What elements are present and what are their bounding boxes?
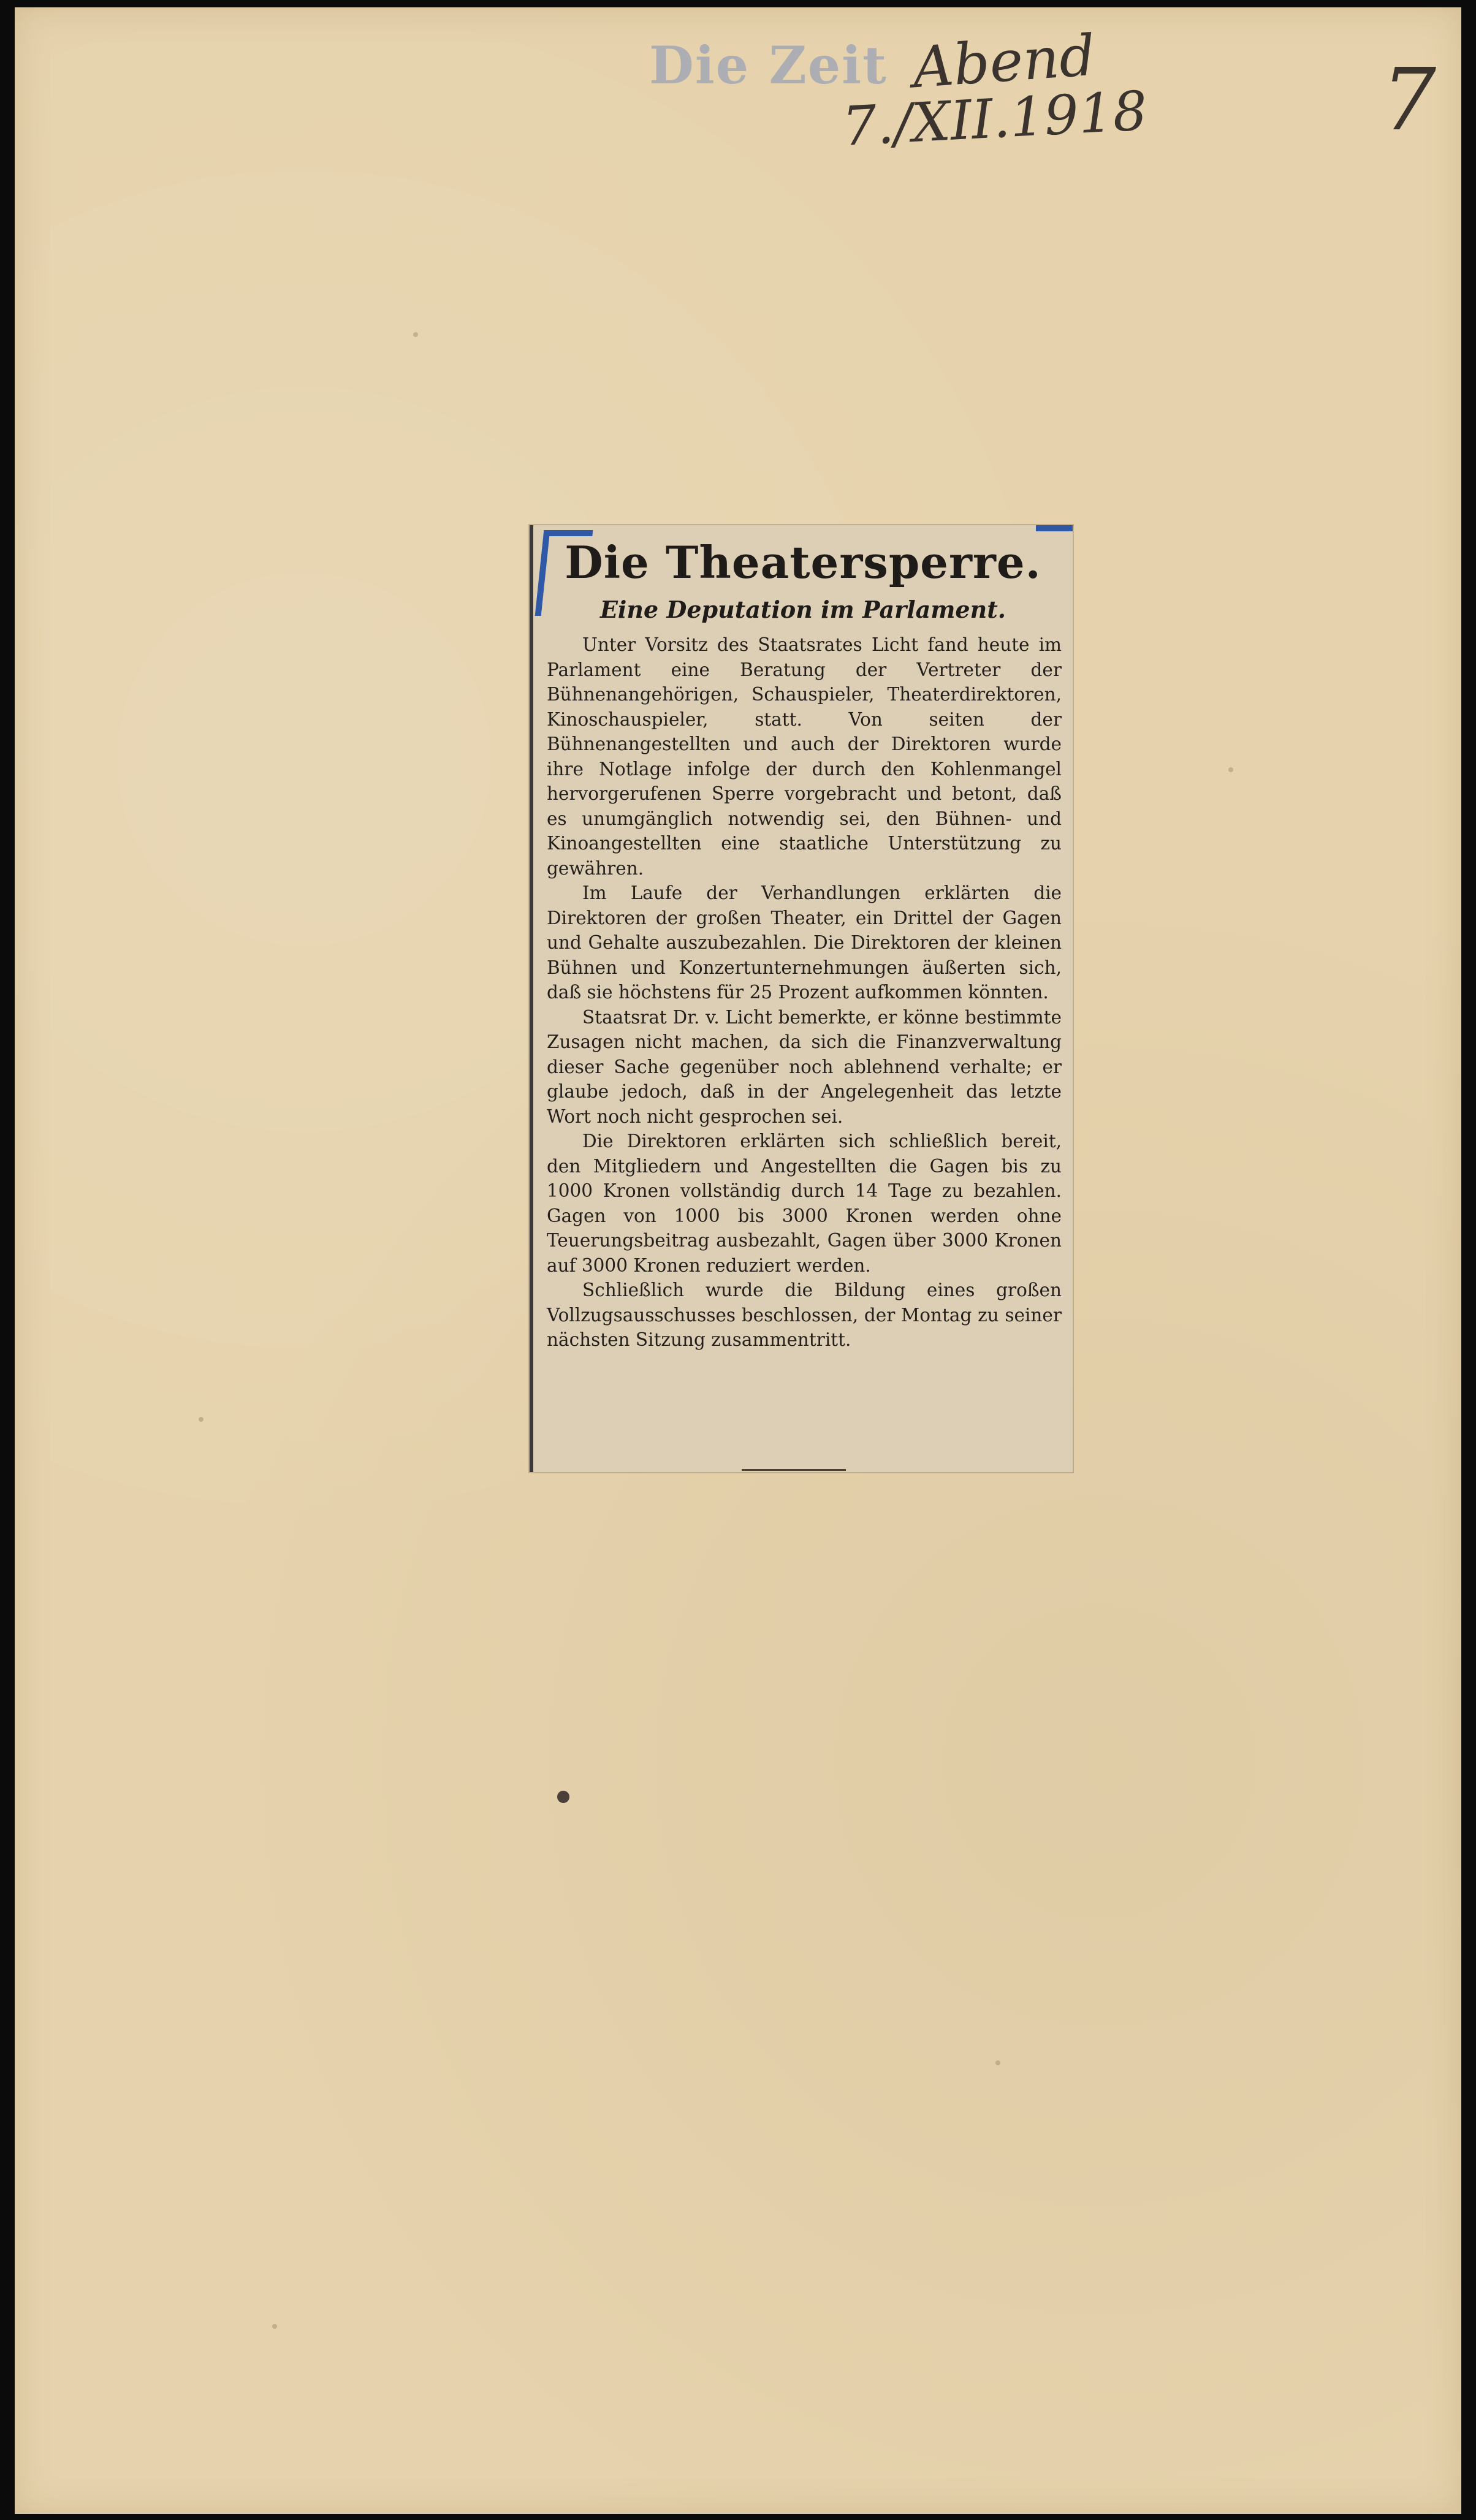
paper-speck <box>199 1417 204 1422</box>
blue-corner-mark <box>1036 525 1073 531</box>
paper-speck <box>272 2324 277 2329</box>
newspaper-stamp: Die Zeit <box>649 35 888 96</box>
article-headline: Die Theatersperre. <box>565 536 1041 588</box>
page-number: 7 <box>1382 50 1437 150</box>
handwritten-note: Abend <box>910 22 1098 101</box>
handwritten-date: 7./XII.1918 <box>840 79 1149 158</box>
article-paragraph: Schließlich wurde die Bildung eines großen Vollzugsausschusses beschlossen, der Montag zu seiner nächsten Sitzung zusammentritt. <box>547 1280 1062 1350</box>
article-paragraph: Staatsrat Dr. v. Licht bemerkte, er könne bestimmte Zusagen nicht machen, da sich die Finanzverwaltung dieser Sache gegenüber noch ablehnend verhalte; er glaube jedoch, daß in der Angelegenheit das letzte Wort noch nicht gesprochen sei. <box>547 1006 1062 1127</box>
newspaper-clipping <box>530 525 1073 1472</box>
article-paragraph: Unter Vorsitz des Staatsrates Licht fand heute im Parlament eine Beratung der Vertreter der Bühnenangehörigen, Schauspieler, Theaterdirektoren, Kinoschauspieler, statt. Von seiten der Bühnenangestellten und auch der Direktoren wurde ihre Notlage infolge der durch den Kohlenmangel hervorgerufenen Sperre vorgebracht und betont, daß es unumgänglich notwendig sei, den Bühnen- und Kinoangestellten eine staatliche Unterstützung zu gewähren. <box>547 634 1062 879</box>
article-subheadline: Eine Deputation im Parlament. <box>599 596 1006 623</box>
paper-speck <box>413 332 418 337</box>
article-end-rule <box>742 1469 846 1471</box>
paper-speck <box>995 2060 1000 2065</box>
article-paragraph: Die Direktoren erklärten sich schließlich bereit, den Mitgliedern und Angestellten die Gagen bis zu 1000 Kronen vollständig durch 14 Tage zu bezahlen. Gagen von 1000 bis 3000 Kronen werden ohne Teuerungsbeitrag ausbezahlt, Gagen über 3000 Kronen auf 3000 Kronen reduziert werden. <box>547 1131 1062 1276</box>
article-body <box>547 632 1062 1353</box>
paper-speck <box>1228 767 1233 772</box>
article-paragraph: Im Laufe der Verhandlungen erklärten die Direktoren der großen Theater, ein Drittel der Gagen und Gehalte auszubezahlen. Die Direktoren der kleinen Bühnen und Konzertunternehmungen äußerten sich, daß sie höchstens für 25 Prozent aufkommen könnten. <box>547 882 1062 1003</box>
archive-sheet <box>15 7 1461 2514</box>
ink-spot <box>557 1791 569 1803</box>
